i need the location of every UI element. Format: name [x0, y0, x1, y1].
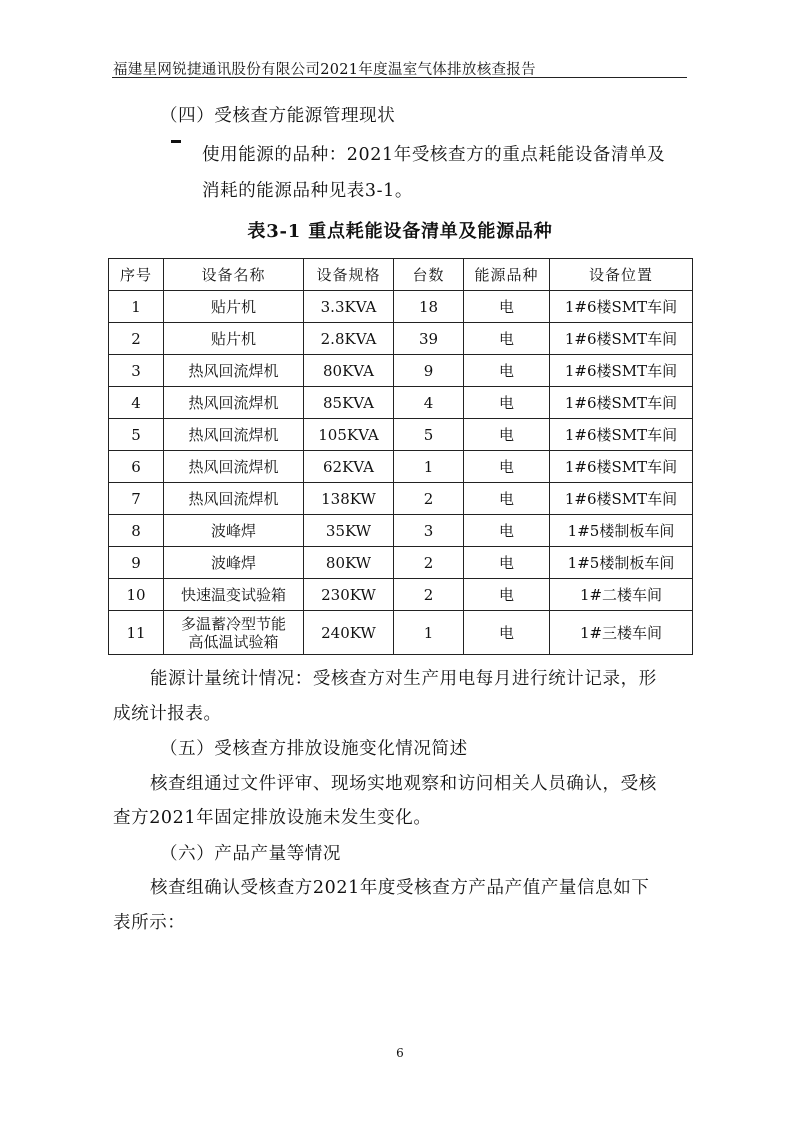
cell-number: 3 — [109, 355, 164, 387]
header-divider — [112, 77, 687, 78]
dash-bullet-icon — [171, 140, 181, 143]
cell-spec: 230KW — [304, 579, 394, 611]
column-header-quantity: 台数 — [394, 259, 464, 291]
cell-location: 1#6楼SMT车间 — [550, 419, 693, 451]
cell-spec: 240KW — [304, 611, 394, 655]
column-header-energy-type: 能源品种 — [464, 259, 550, 291]
cell-energy-type: 电 — [464, 323, 550, 355]
cell-energy-type: 电 — [464, 611, 550, 655]
column-header-number: 序号 — [109, 259, 164, 291]
column-header-equipment-name: 设备名称 — [164, 259, 304, 291]
cell-location: 1#6楼SMT车间 — [550, 355, 693, 387]
equipment-table — [108, 258, 693, 655]
section-6-line-1: 核查组确认受核查方2021年度受核查方产品产值产量信息如下 — [150, 878, 650, 898]
cell-equipment-name: 波峰焊 — [164, 547, 304, 579]
cell-number: 7 — [109, 483, 164, 515]
cell-quantity: 4 — [394, 387, 464, 419]
table-header-row — [109, 259, 693, 291]
equipment-name-line-2: 高低温试验箱 — [188, 632, 279, 651]
cell-spec: 62KVA — [304, 451, 394, 483]
cell-spec: 138KW — [304, 483, 394, 515]
cell-equipment-name: 热风回流焊机 — [164, 451, 304, 483]
cell-equipment-name: 贴片机 — [164, 291, 304, 323]
cell-number: 9 — [109, 547, 164, 579]
cell-quantity: 18 — [394, 291, 464, 323]
cell-number: 1 — [109, 291, 164, 323]
cell-location: 1#6楼SMT车间 — [550, 323, 693, 355]
table-row — [109, 515, 693, 547]
cell-energy-type: 电 — [464, 387, 550, 419]
cell-location: 1#6楼SMT车间 — [550, 451, 693, 483]
cell-location: 1#5楼制板车间 — [550, 515, 693, 547]
section-5-line-1: 核查组通过文件评审、现场实地观察和访问相关人员确认，受核 — [150, 774, 657, 794]
cell-energy-type: 电 — [464, 547, 550, 579]
cell-quantity: 1 — [394, 611, 464, 655]
section-5-heading: （五）受核查方排放设施变化情况简述 — [160, 739, 468, 759]
table-row — [109, 611, 693, 655]
cell-number: 10 — [109, 579, 164, 611]
table-row — [109, 483, 693, 515]
table-row — [109, 451, 693, 483]
cell-equipment-name: 热风回流焊机 — [164, 355, 304, 387]
cell-spec: 35KW — [304, 515, 394, 547]
cell-number: 4 — [109, 387, 164, 419]
column-header-spec: 设备规格 — [304, 259, 394, 291]
page-number: 6 — [396, 1046, 404, 1060]
cell-equipment-name: 波峰焊 — [164, 515, 304, 547]
cell-energy-type: 电 — [464, 451, 550, 483]
table-row — [109, 387, 693, 419]
cell-location: 1#5楼制板车间 — [550, 547, 693, 579]
column-header-location: 设备位置 — [550, 259, 693, 291]
section-4-heading: （四）受核查方能源管理现状 — [160, 106, 396, 126]
cell-energy-type: 电 — [464, 515, 550, 547]
cell-spec: 2.8KVA — [304, 323, 394, 355]
cell-quantity: 3 — [394, 515, 464, 547]
table-row — [109, 355, 693, 387]
cell-energy-type: 电 — [464, 419, 550, 451]
cell-location: 1#6楼SMT车间 — [550, 291, 693, 323]
section-4-bullet-line-2: 消耗的能源品种见表3-1。 — [202, 181, 413, 201]
cell-equipment-name: 热风回流焊机 — [164, 387, 304, 419]
page-header-title: 福建星网锐捷通讯股份有限公司2021年度温室气体排放核查报告 — [113, 62, 536, 78]
cell-equipment-name: 贴片机 — [164, 323, 304, 355]
cell-quantity: 2 — [394, 579, 464, 611]
cell-number: 5 — [109, 419, 164, 451]
cell-spec: 85KVA — [304, 387, 394, 419]
cell-energy-type: 电 — [464, 483, 550, 515]
cell-number: 6 — [109, 451, 164, 483]
cell-location: 1#三楼车间 — [550, 611, 693, 655]
section-6-line-2: 表所示： — [113, 913, 186, 933]
cell-spec: 80KVA — [304, 355, 394, 387]
after-table-line-1: 能源计量统计情况：受核查方对生产用电每月进行统计记录，形 — [150, 669, 657, 689]
section-4-bullet-line-1: 使用能源的品种：2021年受核查方的重点耗能设备清单及 — [202, 145, 666, 165]
cell-equipment-name — [164, 611, 304, 655]
cell-quantity: 5 — [394, 419, 464, 451]
cell-quantity: 1 — [394, 451, 464, 483]
cell-location: 1#6楼SMT车间 — [550, 387, 693, 419]
cell-energy-type: 电 — [464, 579, 550, 611]
table-row — [109, 579, 693, 611]
cell-number: 11 — [109, 611, 164, 655]
cell-energy-type: 电 — [464, 355, 550, 387]
cell-quantity: 9 — [394, 355, 464, 387]
cell-energy-type: 电 — [464, 291, 550, 323]
cell-number: 2 — [109, 323, 164, 355]
cell-location: 1#6楼SMT车间 — [550, 483, 693, 515]
table-caption: 表3-1 重点耗能设备清单及能源品种 — [247, 221, 553, 242]
cell-equipment-name: 快速温变试验箱 — [164, 579, 304, 611]
section-5-line-2: 查方2021年固定排放设施未发生变化。 — [113, 808, 432, 828]
cell-quantity: 2 — [394, 483, 464, 515]
cell-quantity: 2 — [394, 547, 464, 579]
cell-location: 1#二楼车间 — [550, 579, 693, 611]
cell-equipment-name: 热风回流焊机 — [164, 419, 304, 451]
cell-spec: 105KVA — [304, 419, 394, 451]
cell-spec: 80KW — [304, 547, 394, 579]
table-body — [109, 291, 693, 655]
table-row — [109, 291, 693, 323]
after-table-line-2: 成统计报表。 — [113, 704, 222, 724]
cell-equipment-name: 热风回流焊机 — [164, 483, 304, 515]
table-row — [109, 323, 693, 355]
table-row — [109, 547, 693, 579]
table-row — [109, 419, 693, 451]
cell-spec: 3.3KVA — [304, 291, 394, 323]
cell-number: 8 — [109, 515, 164, 547]
cell-quantity: 39 — [394, 323, 464, 355]
section-6-heading: （六）产品产量等情况 — [160, 844, 341, 864]
equipment-name-line-1: 多温蓄冷型节能 — [180, 614, 286, 633]
